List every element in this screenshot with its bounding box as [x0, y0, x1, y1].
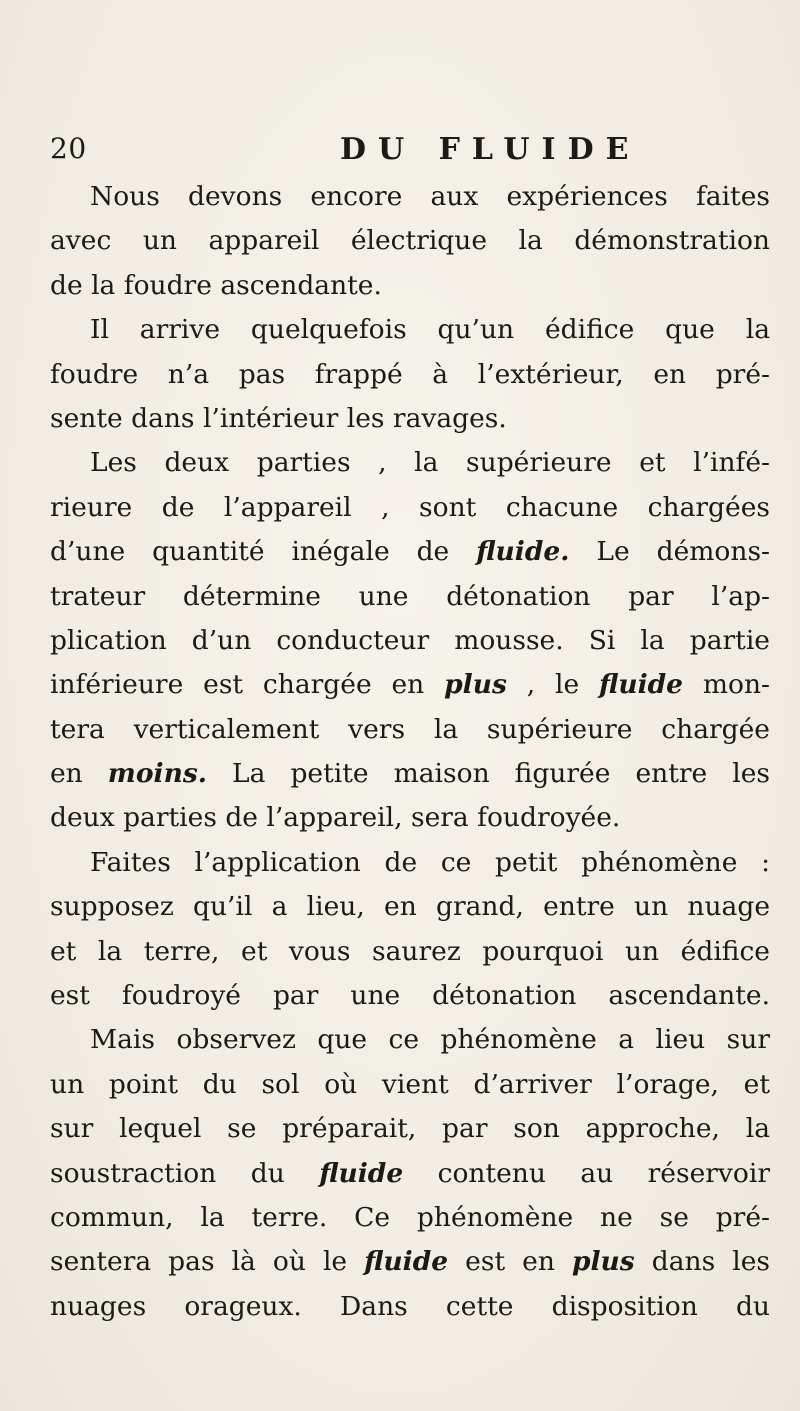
italic-term: fluide [319, 1157, 404, 1189]
text-line [50, 1285, 770, 1329]
text-segment: commun, la terre. Ce phénomène ne se pré- [50, 1201, 770, 1233]
text-line [50, 353, 770, 397]
text-segment: dans les [634, 1246, 770, 1278]
text-line [50, 841, 770, 885]
italic-term: plus [444, 669, 507, 701]
page-number: 20 [50, 132, 87, 165]
text-line [50, 264, 770, 308]
text-segment: inférieure est chargée en [50, 669, 445, 701]
italic-term: fluide [599, 669, 684, 701]
text-segment: et la terre, et vous saurez pourquoi un édifice [50, 935, 770, 967]
text-line [50, 1107, 770, 1151]
text-segment: rieure de l’appareil , sont chacune chargées [50, 491, 770, 523]
italic-term: fluide. [476, 536, 570, 568]
text-segment: est en [448, 1246, 572, 1278]
text-segment: Il arrive quelquefois qu’un édifice que la [90, 314, 770, 346]
italic-term: moins. [107, 758, 207, 790]
text-line [50, 530, 770, 574]
text-line [50, 397, 770, 441]
text-line [50, 1196, 770, 1240]
text-segment: de la foudre ascendante. [50, 269, 382, 301]
text-segment: nuages orageux. Dans cette disposition du [50, 1290, 770, 1322]
text-segment: soustraction du [50, 1157, 320, 1189]
text-line [50, 1240, 770, 1284]
text-line [50, 1018, 770, 1062]
text-segment: Nous devons encore aux expériences faites [90, 181, 770, 212]
text-line [50, 575, 770, 619]
text-segment: trateur détermine une détonation par l’ap- [50, 580, 770, 612]
text-segment: foudre n’a pas frappé à l’extérieur, en pré- [50, 358, 770, 390]
text-segment: mon- [683, 669, 771, 701]
text-line [50, 619, 770, 663]
text-segment: Les deux parties , la supérieure et l’infé- [90, 447, 770, 479]
text-line [50, 708, 770, 752]
text-line [50, 663, 770, 707]
text-line [50, 752, 770, 796]
text-segment: contenu au réservoir [403, 1157, 770, 1189]
text-segment: en [50, 758, 108, 790]
text-segment: avec un appareil électrique la démonstration [50, 225, 770, 257]
text-line [50, 974, 770, 1018]
italic-term: fluide [364, 1246, 449, 1278]
text-line [50, 930, 770, 974]
text-segment: Le démons- [569, 536, 770, 568]
text-segment: sente dans l’intérieur les ravages. [50, 402, 507, 434]
text-line [50, 308, 770, 352]
text-line [50, 796, 770, 840]
text-line [50, 1152, 770, 1196]
text-segment: d’une quantité inégale de [50, 536, 477, 568]
text-segment: Mais observez que ce phénomène a lieu sur [90, 1024, 770, 1056]
text-line [50, 219, 770, 263]
text-line [50, 175, 770, 219]
text-segment: deux parties de l’appareil, sera foudroyée. [50, 802, 621, 834]
text-segment: La petite maison figurée entre les [207, 758, 770, 790]
text-segment: sentera pas là où le [50, 1246, 365, 1278]
text-segment: , le [506, 669, 600, 701]
italic-term: plus [571, 1246, 635, 1278]
text-line [50, 885, 770, 929]
text-segment: tera verticalement vers la supérieure chargée [50, 713, 770, 745]
text-segment: Faites l’application de ce petit phénomène : [90, 846, 770, 878]
text-segment: est foudroyé par une détonation ascendante. [50, 980, 770, 1012]
text-line [50, 1063, 770, 1107]
text-segment: plication d’un conducteur mousse. Si la partie [50, 624, 770, 656]
text-segment: un point du sol où vient d’arriver l’orage, et [50, 1068, 770, 1100]
text-segment: sur lequel se préparait, par son approche, la [50, 1113, 770, 1145]
body-text [50, 175, 770, 1329]
text-segment: supposez qu’il a lieu, en grand, entre un nuage [50, 891, 770, 923]
running-title: DU FLUIDE [340, 132, 641, 167]
text-line [50, 486, 770, 530]
text-line [50, 441, 770, 485]
page-header [50, 132, 760, 172]
